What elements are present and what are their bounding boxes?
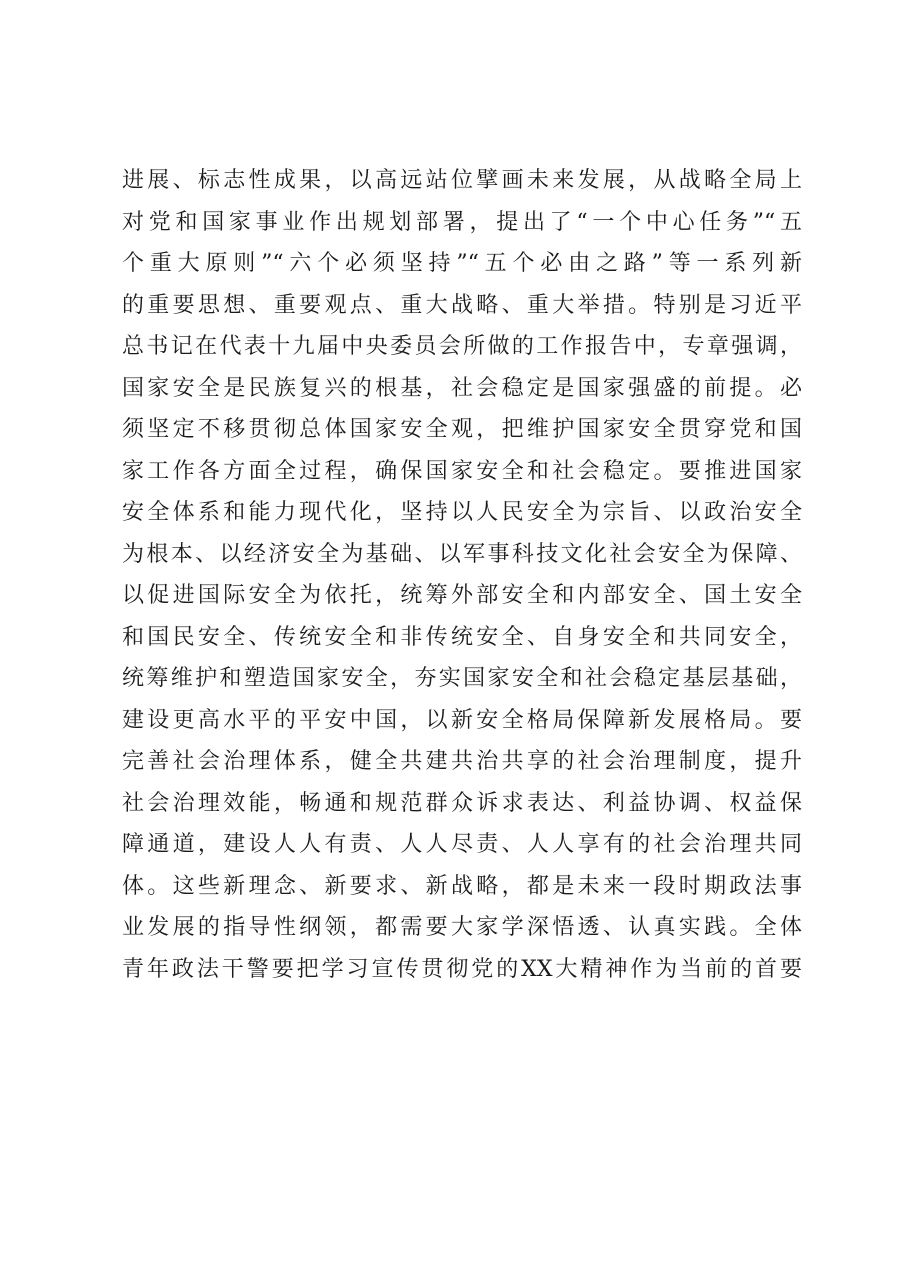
text-line: 个重大原则”“六个必须坚持”“五个必由之路”等一系列新 bbox=[122, 251, 802, 276]
text-line: 总书记在代表十九届中央委员会所做的工作报告中，专章强调， bbox=[122, 334, 802, 359]
body-paragraph bbox=[122, 160, 802, 990]
text-line: 青年政法干警要把学习宣传贯彻党的XX大精神作为当前的首要 bbox=[122, 956, 802, 982]
text-line: 为根本、以经济安全为基础、以军事科技文化社会安全为保障、 bbox=[122, 541, 802, 567]
text-line: 完善社会治理体系，健全共建共治共享的社会治理制度，提升 bbox=[122, 749, 802, 774]
text-line: 以促进国际安全为依托，统筹外部安全和内部安全、国土安全 bbox=[122, 583, 802, 608]
text-line: 和国民安全、传统安全和非传统安全、自身安全和共同安全， bbox=[122, 624, 802, 650]
text-line: 须坚定不移贯彻总体国家安全观，把维护国家安全贯穿党和国 bbox=[122, 417, 802, 442]
text-line: 建设更高水平的平安中国，以新安全格局保障新发展格局。要 bbox=[122, 707, 802, 733]
text-line: 障通道，建设人人有责、人人尽责、人人享有的社会治理共同 bbox=[122, 832, 802, 857]
text-line: 体。这些新理念、新要求、新战略，都是未来一段时期政法事 bbox=[122, 873, 802, 899]
text-line: 业发展的指导性纲领，都需要大家学深悟透、认真实践。全体 bbox=[122, 915, 802, 940]
text-line: 对党和国家事业作出规划部署，提出了“一个中心任务”“五 bbox=[122, 209, 802, 235]
text-line: 国家安全是民族复兴的根基，社会稳定是国家强盛的前提。必 bbox=[122, 375, 802, 401]
text-line: 进展、标志性成果，以高远站位擘画未来发展，从战略全局上 bbox=[122, 168, 802, 193]
text-line: 家工作各方面全过程，确保国家安全和社会稳定。要推进国家 bbox=[122, 458, 802, 484]
text-line: 统筹维护和塑造国家安全，夯实国家安全和社会稳定基层基础， bbox=[122, 666, 802, 691]
text-line: 社会治理效能，畅通和规范群众诉求表达、利益协调、权益保 bbox=[122, 790, 802, 816]
text-line: 的重要思想、重要观点、重大战略、重大举措。特别是习近平 bbox=[122, 292, 802, 318]
text-line: 安全体系和能力现代化，坚持以人民安全为宗旨、以政治安全 bbox=[122, 500, 802, 525]
